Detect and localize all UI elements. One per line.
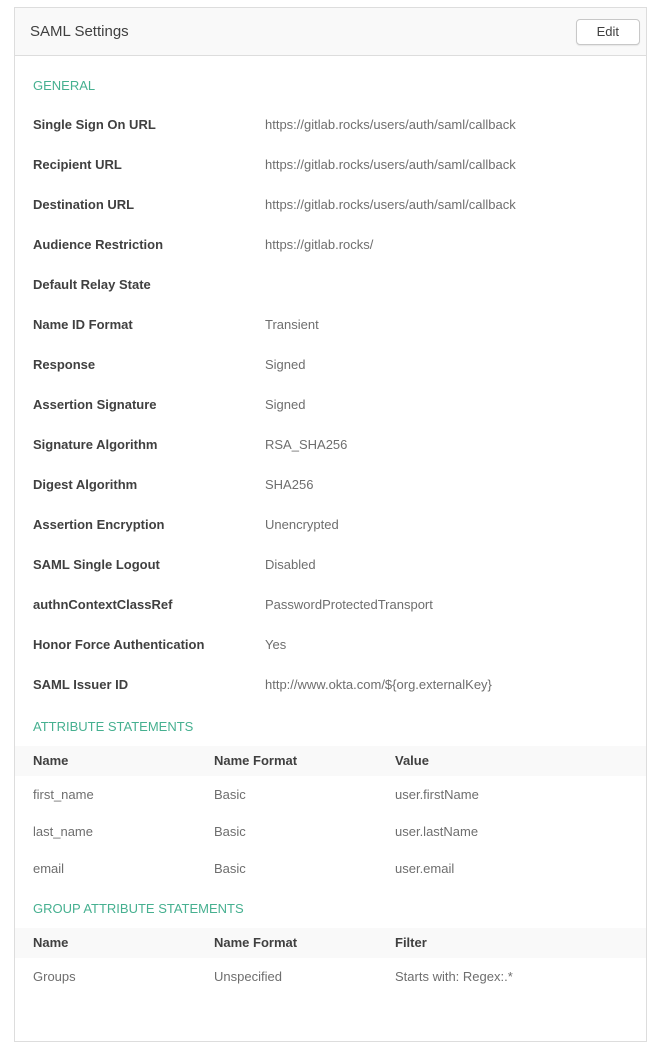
settings-row	[33, 225, 628, 265]
settings-row	[33, 105, 628, 145]
table-row	[33, 813, 628, 850]
edit-button[interactable]: Edit	[576, 19, 640, 45]
settings-row	[33, 305, 628, 345]
settings-row	[33, 385, 628, 425]
setting-label: Assertion Encryption	[33, 517, 165, 532]
table-cell: Unspecified	[214, 969, 282, 984]
section-heading-general: GENERAL	[33, 78, 96, 93]
setting-label: Honor Force Authentication	[33, 637, 205, 652]
table-row	[33, 850, 628, 887]
table-cell: Basic	[214, 861, 246, 876]
setting-label: Assertion Signature	[33, 397, 157, 412]
table-cell: email	[33, 861, 65, 876]
setting-value: https://gitlab.rocks/	[265, 237, 374, 252]
table-header-row	[15, 928, 646, 958]
setting-value: SHA256	[265, 477, 314, 492]
setting-label: Response	[33, 357, 96, 372]
settings-row	[33, 625, 628, 665]
setting-label: Recipient URL	[33, 157, 122, 172]
table-cell: user.lastName	[395, 824, 479, 839]
setting-label: SAML Single Logout	[33, 557, 160, 572]
table-cell: Basic	[214, 824, 246, 839]
column-header: Filter	[395, 935, 427, 950]
table-cell: Groups	[33, 969, 76, 984]
saml-settings-card	[14, 7, 647, 1042]
settings-row	[33, 665, 628, 705]
setting-label: Name ID Format	[33, 317, 133, 332]
settings-row	[33, 505, 628, 545]
setting-label: Default Relay State	[33, 277, 151, 292]
setting-label: Destination URL	[33, 197, 135, 212]
setting-value: Unencrypted	[265, 517, 339, 532]
setting-value: Transient	[265, 317, 319, 332]
table-cell: Basic	[214, 787, 246, 802]
setting-value: Disabled	[265, 557, 316, 572]
column-header: Name Format	[214, 935, 298, 950]
setting-value: RSA_SHA256	[265, 437, 348, 452]
settings-row	[33, 145, 628, 185]
settings-row	[33, 585, 628, 625]
settings-row	[33, 185, 628, 225]
setting-value: https://gitlab.rocks/users/auth/saml/callback	[265, 197, 516, 212]
column-header: Value	[395, 753, 429, 768]
settings-row	[33, 345, 628, 385]
page-title: SAML Settings	[30, 23, 129, 40]
table-cell: Starts with: Regex:.*	[395, 969, 513, 984]
table-row	[33, 958, 628, 995]
table-row	[33, 776, 628, 813]
section-heading-group-attribute-statements: GROUP ATTRIBUTE STATEMENTS	[33, 901, 244, 916]
setting-label: authnContextClassRef	[33, 597, 173, 612]
settings-row	[33, 465, 628, 505]
table-cell: last_name	[33, 824, 93, 839]
general-settings-list	[33, 105, 628, 705]
column-header: Name	[33, 753, 69, 768]
setting-value: Signed	[265, 397, 306, 412]
setting-value: Yes	[265, 637, 287, 652]
setting-value: PasswordProtectedTransport	[265, 597, 433, 612]
setting-label: Digest Algorithm	[33, 477, 138, 492]
setting-value: http://www.okta.com/${org.externalKey}	[265, 677, 492, 692]
setting-label: Single Sign On URL	[33, 117, 156, 132]
settings-row	[33, 545, 628, 585]
setting-label: Audience Restriction	[33, 237, 164, 252]
card-body	[15, 56, 646, 1041]
table-cell: first_name	[33, 787, 94, 802]
table-cell: user.firstName	[395, 787, 479, 802]
setting-value: https://gitlab.rocks/users/auth/saml/callback	[265, 157, 516, 172]
settings-row	[33, 265, 628, 305]
setting-label: SAML Issuer ID	[33, 677, 129, 692]
setting-value: Signed	[265, 357, 306, 372]
column-header: Name	[33, 935, 69, 950]
section-heading-attribute-statements: ATTRIBUTE STATEMENTS	[33, 719, 194, 734]
column-header: Name Format	[214, 753, 298, 768]
table-cell: user.email	[395, 861, 455, 876]
setting-value: https://gitlab.rocks/users/auth/saml/callback	[265, 117, 516, 132]
card-header	[15, 8, 646, 56]
setting-label: Signature Algorithm	[33, 437, 158, 452]
table-header-row	[15, 746, 646, 776]
attribute-statements-table	[33, 746, 628, 887]
settings-row	[33, 425, 628, 465]
group-attribute-statements-table	[33, 928, 628, 995]
